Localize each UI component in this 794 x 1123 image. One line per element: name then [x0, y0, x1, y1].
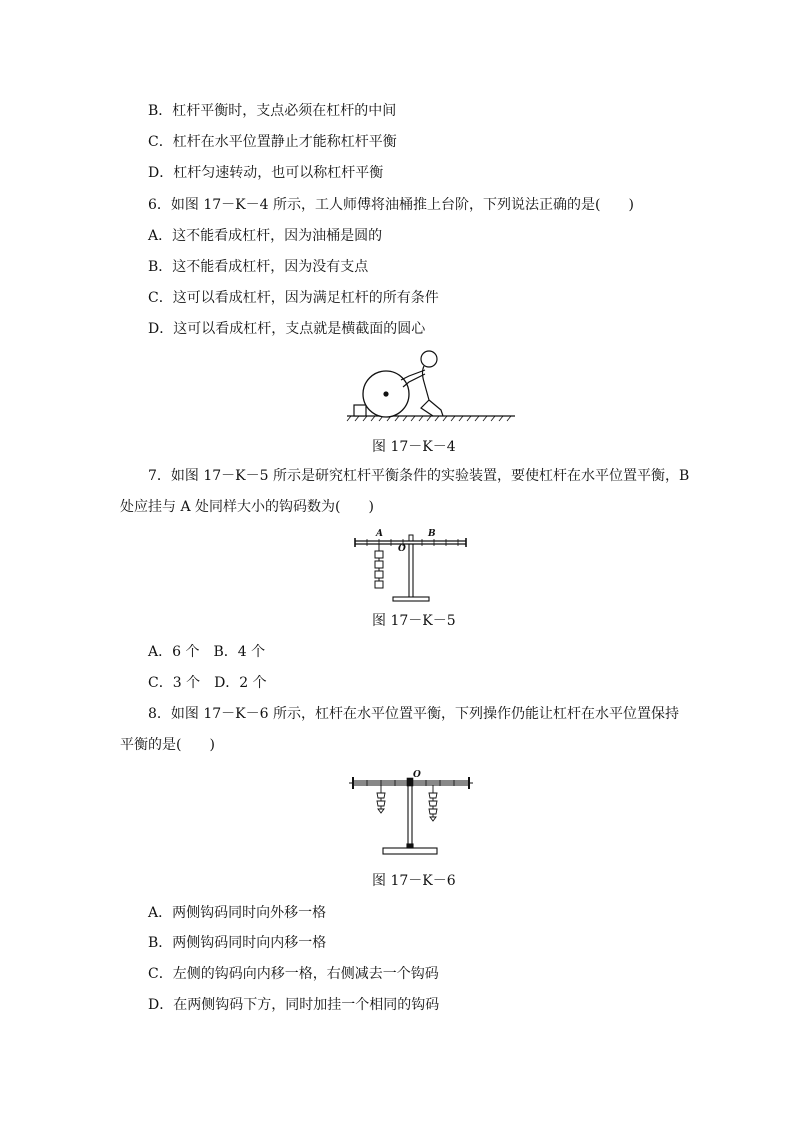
q8-option-a: A．两侧钩码同时向外移一格 [148, 905, 327, 921]
weights-left [377, 785, 385, 813]
label-b: B [428, 529, 436, 539]
q5-option-c: C．杠杆在水平位置静止才能称杠杆平衡 [148, 134, 397, 150]
figure-17-k-5 [352, 527, 470, 605]
q7-stem-line2: 处应挂与 A 处同样大小的钩码数为( ) [120, 499, 374, 515]
label-a: A [376, 529, 383, 539]
q6-stem: 6．如图 17－K－4 所示，工人师傅将油桶推上台阶，下列说法正确的是( ) [148, 197, 634, 213]
weights-right [429, 785, 437, 821]
figure-17-k-6-caption: 图 17－K－6 [372, 873, 456, 889]
q6-option-d: D．这可以看成杠杆，支点就是横截面的圆心 [148, 321, 426, 337]
figure-17-k-6 [347, 767, 475, 859]
q8-stem-line2: 平衡的是( ) [120, 737, 215, 753]
stand [383, 786, 437, 854]
q7-options-ab: A．6 个 B．4 个 [148, 644, 266, 660]
weights-at-a [375, 544, 383, 588]
q7-options-cd: C．3 个 D．2 个 [148, 675, 267, 691]
lever [355, 535, 466, 547]
figure-17-k-4-caption: 图 17－K－4 [372, 439, 456, 455]
q8-option-d: D．在两侧钩码下方，同时加挂一个相同的钩码 [148, 997, 440, 1013]
q8-option-b: B．两侧钩码同时向内移一格 [148, 935, 327, 951]
q6-option-a: A．这不能看成杠杆，因为油桶是圆的 [148, 228, 383, 244]
label-o: O [398, 544, 406, 554]
q7-stem-line1: 7．如图 17－K－5 所示是研究杠杆平衡条件的实验装置，要使杠杆在水平位置平衡，B [148, 468, 690, 484]
barrel-center [383, 391, 388, 396]
q5-option-d: D．杠杆匀速转动，也可以称杠杆平衡 [148, 165, 384, 181]
q6-option-c: C．这可以看成杠杆，因为满足杠杆的所有条件 [148, 290, 439, 306]
q8-stem-line1: 8．如图 17－K－6 所示，杠杆在水平位置平衡，下列操作仍能让杠杆在水平位置保持 [148, 706, 679, 722]
lever [349, 777, 473, 789]
q6-option-b: B．这不能看成杠杆，因为没有支点 [148, 259, 369, 275]
q8-option-c: C．左侧的钩码向内移一格，右侧减去一个钩码 [148, 966, 439, 982]
worker [401, 351, 443, 416]
label-o: O [413, 770, 421, 780]
figure-17-k-4 [345, 348, 520, 423]
q5-option-b: B．杠杆平衡时，支点必须在杠杆的中间 [148, 103, 397, 119]
step [354, 405, 366, 416]
ground [347, 416, 515, 421]
figure-17-k-5-caption: 图 17－K－5 [372, 613, 456, 629]
